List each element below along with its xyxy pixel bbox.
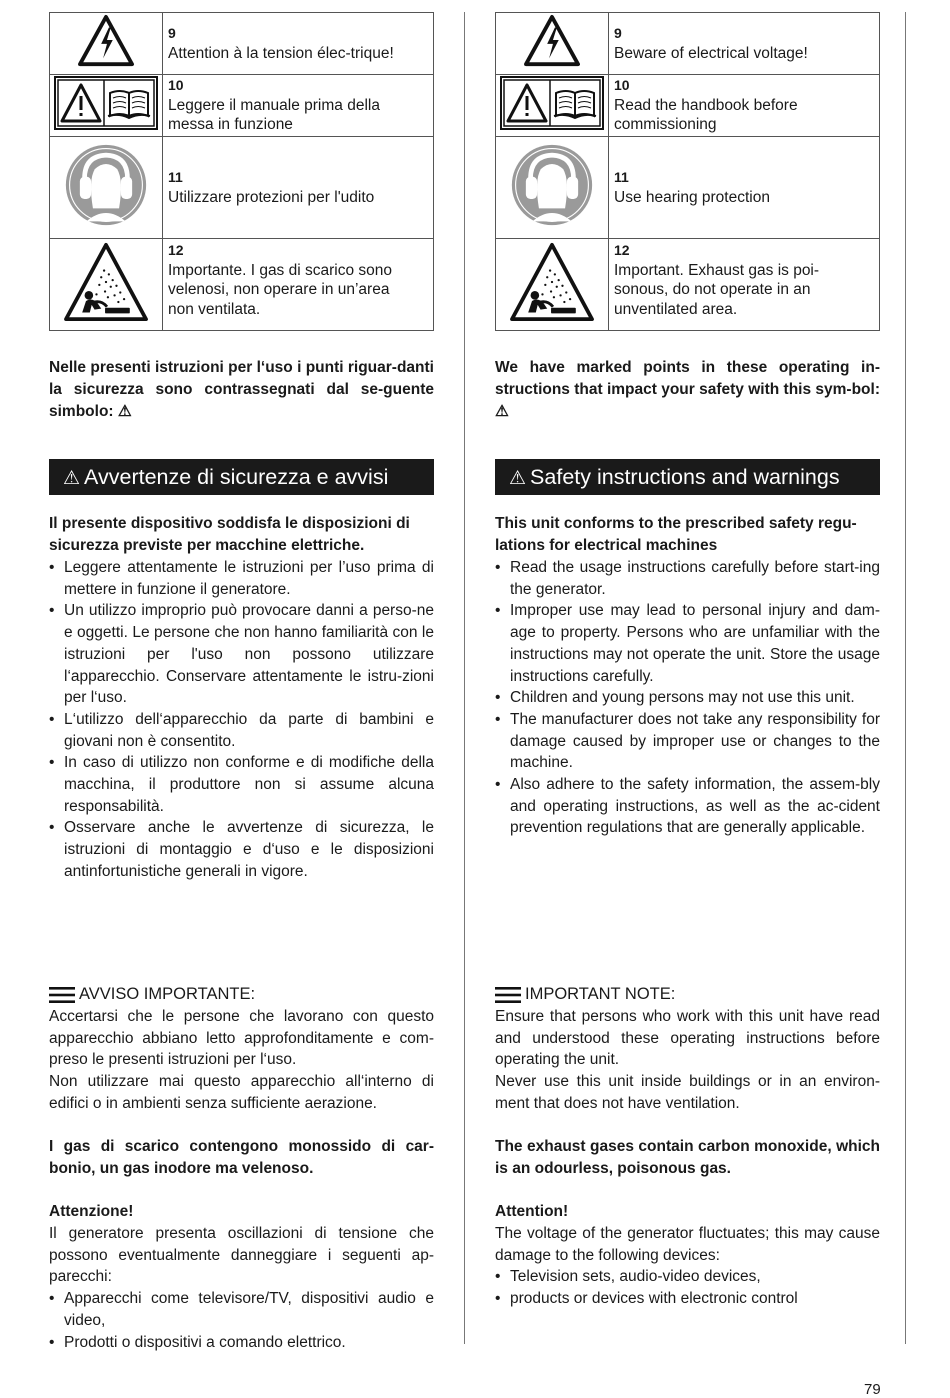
symbol-description: Utilizzare protezioni per l'udito bbox=[168, 188, 375, 206]
symbol-description: Importante. I gas di scarico sono velenosi, non operare in un’area non ventilata. bbox=[168, 261, 393, 318]
symbol-number: 11 bbox=[168, 169, 183, 185]
conformity-statement: This unit conforms to the prescribed safety regu-lations for electrical machines bbox=[495, 515, 857, 554]
italian-column bbox=[49, 12, 434, 883]
note-lines-icon bbox=[495, 987, 521, 1003]
symbol-description: Attention à la tension élec-trique! bbox=[168, 44, 394, 62]
symbol-number: 9 bbox=[614, 25, 622, 41]
list-item: • Children and young persons may not use this unit. bbox=[495, 687, 880, 709]
symbol-row-12 bbox=[50, 239, 434, 331]
note-heading bbox=[495, 984, 880, 1006]
list-item: • Prodotti o dispositivi a comando elettrico. bbox=[49, 1332, 434, 1354]
list-item: • Osservare anche le avvertenze di sicurezza, le istruzioni di montaggio e d‘uso e le disposizioni antinfortunistiche generali in vigore. bbox=[49, 817, 434, 882]
hearing-protection-icon bbox=[64, 143, 148, 227]
symbol-row-9 bbox=[496, 13, 880, 75]
exhaust-gas-poison-warning-icon bbox=[509, 242, 595, 322]
exhaust-gas-warning: The exhaust gases contain carbon monoxide, which is an odourless, poisonous gas. bbox=[495, 1138, 880, 1177]
note-heading bbox=[49, 984, 434, 1006]
conformity-statement: Il presente dispositivo soddisfa le disposizioni di sicurezza previste per macchine elettriche. bbox=[49, 515, 410, 554]
symbol-row-10 bbox=[496, 75, 880, 137]
list-item: • Television sets, audio-video devices, bbox=[495, 1266, 880, 1288]
symbol-number: 12 bbox=[614, 242, 630, 258]
page-divider-right bbox=[905, 12, 906, 1344]
electric-voltage-warning-icon bbox=[77, 14, 135, 68]
section-heading-text: Avvertenze di sicurezza e avvisi bbox=[84, 465, 389, 489]
warning-triangle-icon: ⚠ bbox=[509, 468, 527, 489]
symbol-number: 10 bbox=[614, 77, 630, 94]
symbol-legend-table bbox=[495, 12, 880, 331]
symbol-description: Beware of electrical voltage! bbox=[614, 44, 808, 62]
symbol-row-11 bbox=[50, 137, 434, 239]
read-manual-warning-icon bbox=[500, 76, 604, 130]
list-item: • Read the usage instructions carefully before start-ing the generator. bbox=[495, 557, 880, 600]
list-item: • The manufacturer does not take any responsibility for damage caused by improper use or changes to the machine. bbox=[495, 709, 880, 774]
note-title: AVVISO IMPORTANTE: bbox=[79, 985, 256, 1004]
list-item: • Un utilizzo improprio può provocare danni a perso-ne e oggetti. Le persone che non hanno familiarità con le istruzioni per l'uso non possono utilizzare l‘apparecchio. Conservare attentamente le istru-zioni per l‘uso. bbox=[49, 600, 434, 709]
safety-symbol-intro: We have marked points in these operating in-structions that impact your safety with this sym-bol: ⚠ bbox=[495, 359, 880, 420]
attention-title: Attention! bbox=[495, 1203, 569, 1221]
note-lines-icon bbox=[49, 987, 75, 1003]
english-important-note bbox=[495, 984, 880, 1310]
safety-bullet-list bbox=[49, 557, 434, 883]
attention-text: The voltage of the generator fluctuates; this may cause damage to the following devices: bbox=[495, 1225, 880, 1264]
note-title: IMPORTANT NOTE: bbox=[525, 985, 676, 1004]
symbol-description: Read the handbook before commissioning bbox=[614, 96, 798, 134]
note-paragraph: Ensure that persons who work with this unit have read and understood these operating instructions before operating the unit. bbox=[495, 1008, 880, 1069]
section-heading-text: Safety instructions and warnings bbox=[530, 465, 840, 489]
page-number: 79 bbox=[864, 1381, 881, 1398]
page-divider-left bbox=[464, 12, 465, 1344]
symbol-row-9 bbox=[50, 13, 434, 75]
italian-important-note bbox=[49, 984, 434, 1353]
english-column bbox=[495, 12, 880, 839]
symbol-number: 11 bbox=[614, 169, 629, 185]
list-item: • In caso di utilizzo non conforme e di modifiche della macchina, il produttore non si assume alcuna responsabilità. bbox=[49, 752, 434, 817]
device-list bbox=[495, 1266, 880, 1309]
list-item: • products or devices with electronic control bbox=[495, 1288, 880, 1310]
symbol-description: Leggere il manuale prima della messa in funzione bbox=[168, 96, 380, 134]
symbol-description: Important. Exhaust gas is poi-sonous, do not operate in an unventilated area. bbox=[614, 261, 820, 318]
section-heading bbox=[49, 459, 434, 495]
symbol-row-11 bbox=[496, 137, 880, 239]
note-paragraph: Non utilizzare mai questo apparecchio all‘interno di edifici o in ambienti senza sufficiente aerazione. bbox=[49, 1073, 434, 1112]
symbol-number: 10 bbox=[168, 77, 184, 94]
list-item: • Improper use may lead to personal injury and dam-age to property. Persons who are unfamiliar with the instructions may not operate the unit. Store the usage instructions carefully. bbox=[495, 600, 880, 687]
symbol-row-10 bbox=[50, 75, 434, 137]
symbol-row-12 bbox=[496, 239, 880, 331]
symbol-legend-table bbox=[49, 12, 434, 331]
list-item: • Apparecchi come televisore/TV, dispositivi audio e video, bbox=[49, 1288, 434, 1331]
exhaust-gas-warning: I gas di scarico contengono monossido di car-bonio, un gas inodore ma velenoso. bbox=[49, 1138, 434, 1177]
safety-symbol-intro: Nelle presenti istruzioni per l‘uso i punti riguar-danti la sicurezza sono contrassegnati dal se-guente simbolo: ⚠ bbox=[49, 359, 434, 420]
note-paragraph: Never use this unit inside buildings or in an environ-ment that does not have ventilation. bbox=[495, 1073, 880, 1112]
symbol-description: Use hearing protection bbox=[614, 188, 770, 206]
symbol-number: 12 bbox=[168, 242, 184, 258]
warning-triangle-icon: ⚠ bbox=[63, 468, 81, 489]
attention-title: Attenzione! bbox=[49, 1203, 134, 1221]
section-heading bbox=[495, 459, 880, 495]
device-list bbox=[49, 1288, 434, 1353]
electric-voltage-warning-icon bbox=[523, 14, 581, 68]
hearing-protection-icon bbox=[510, 143, 594, 227]
list-item: • L‘utilizzo dell‘apparecchio da parte di bambini e giovani non è consentito. bbox=[49, 709, 434, 752]
attention-text: Il generatore presenta oscillazioni di tensione che possono eventualmente danneggiare i seguenti ap-parecchi: bbox=[49, 1225, 434, 1286]
exhaust-gas-poison-warning-icon bbox=[63, 242, 149, 322]
read-manual-warning-icon bbox=[54, 76, 158, 130]
note-paragraph: Accertarsi che le persone che lavorano con questo apparecchio abbiano letto approfonditamente e com-preso le presenti istruzioni per l‘uso. bbox=[49, 1008, 434, 1069]
list-item: • Also adhere to the safety information, the assem-bly and operating instructions, as well as the ac-cident prevention regulations that are generally applicable. bbox=[495, 774, 880, 839]
safety-bullet-list bbox=[495, 557, 880, 839]
symbol-number: 9 bbox=[168, 25, 176, 41]
list-item: • Leggere attentamente le istruzioni per l’uso prima di mettere in funzione il generatore. bbox=[49, 557, 434, 600]
